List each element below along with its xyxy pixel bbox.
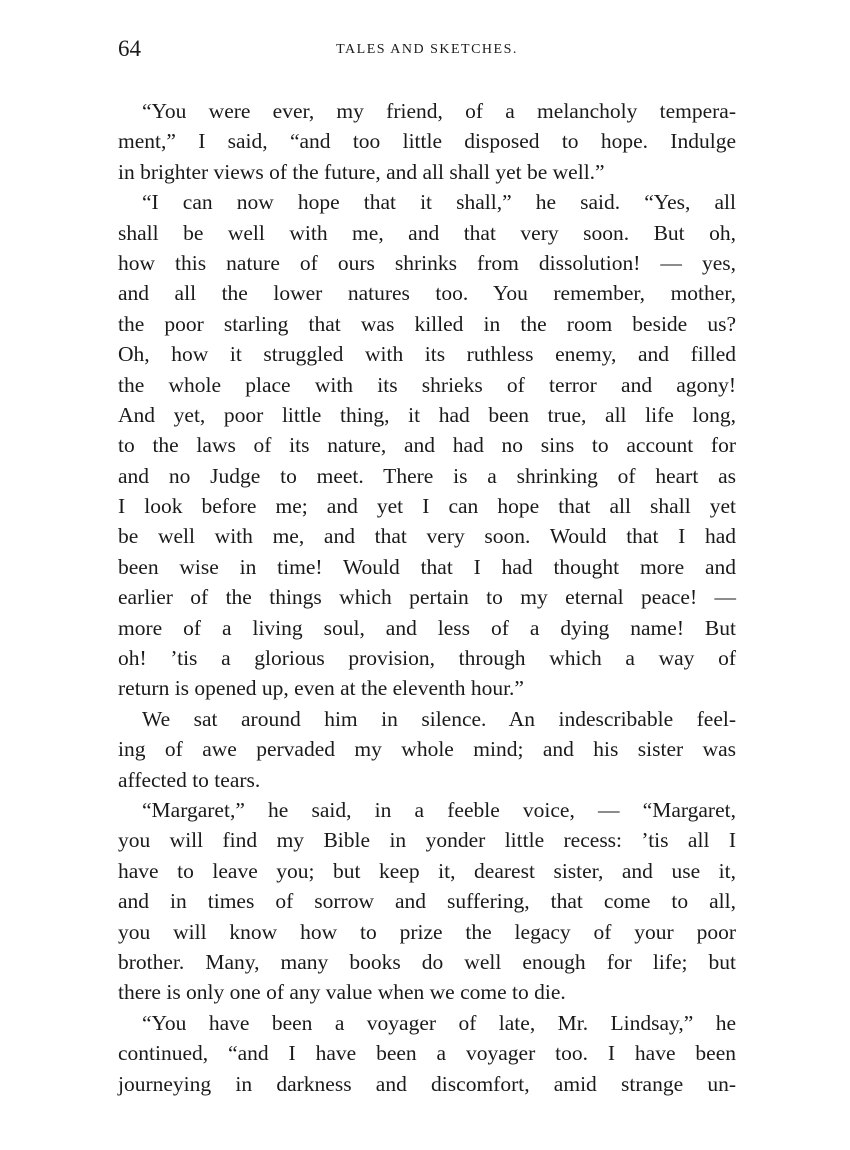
text-line: been wise in time! Would that I had thought more and	[118, 554, 736, 579]
text-line: and all the lower natures too. You remember, mother,	[118, 281, 736, 306]
text-line: ment,” I said, “and too little disposed to hope. Indulge	[118, 129, 736, 154]
text-line: the whole place with its shrieks of terror and agony!	[118, 372, 736, 397]
text-line: earlier of the things which pertain to my eternal peace! —	[118, 585, 736, 610]
page-number: 64	[118, 36, 141, 61]
text-line: continued, “and I have been a voyager too. I have been	[118, 1041, 736, 1066]
text-line: the poor starling that was killed in the room beside us?	[118, 311, 736, 336]
text-line: and in times of sorrow and suffering, that come to all,	[118, 889, 736, 914]
text-line: “You were ever, my friend, of a melancholy tempera-	[142, 99, 736, 123]
text-line: there is only one of any value when we come to die.	[118, 980, 566, 1005]
text-line: to the laws of its nature, and had no sins to account for	[118, 433, 736, 458]
text-line: brother. Many, many books do well enough for life; but	[118, 949, 736, 974]
text-line: return is opened up, even at the eleventh hour.”	[118, 676, 524, 701]
text-line: how this nature of ours shrinks from dissolution! — yes,	[118, 250, 736, 275]
running-head: TALES AND SKETCHES.	[336, 42, 518, 57]
text-line: have to leave you; but keep it, dearest sister, and use it,	[118, 858, 736, 883]
text-line: shall be well with me, and that very soon. But oh,	[118, 220, 736, 245]
text-line: I look before me; and yet I can hope that all shall yet	[118, 494, 736, 519]
body-text	[118, 96, 736, 1099]
text-line: We sat around him in silence. An indescribable feel-	[142, 706, 736, 731]
text-line: “You have been a voyager of late, Mr. Lindsay,” he	[142, 1010, 736, 1035]
text-line: journeying in darkness and discomfort, amid strange un-	[118, 1071, 736, 1096]
text-line: you will know how to prize the legacy of your poor	[118, 919, 736, 944]
page-header	[118, 36, 736, 66]
text-line: and no Judge to meet. There is a shrinking of heart as	[118, 463, 736, 488]
text-line: more of a living soul, and less of a dying name! But	[118, 615, 736, 640]
text-line: “Margaret,” he said, in a feeble voice, — “Margaret,	[142, 797, 736, 822]
book-page	[118, 36, 736, 1099]
text-line: you will find my Bible in yonder little recess: ’tis all I	[118, 828, 736, 853]
text-line: be well with me, and that very soon. Would that I had	[118, 524, 736, 549]
text-line: “I can now hope that it shall,” he said. “Yes, all	[142, 190, 736, 215]
text-line: oh! ’tis a glorious provision, through which a way of	[118, 646, 736, 671]
text-line: Oh, how it struggled with its ruthless enemy, and filled	[118, 342, 736, 367]
text-line: affected to tears.	[118, 767, 261, 792]
text-line: ing of awe pervaded my whole mind; and his sister was	[118, 737, 736, 762]
text-line: And yet, poor little thing, it had been true, all life long,	[118, 402, 736, 427]
text-line: in brighter views of the future, and all shall yet be well.”	[118, 159, 605, 184]
